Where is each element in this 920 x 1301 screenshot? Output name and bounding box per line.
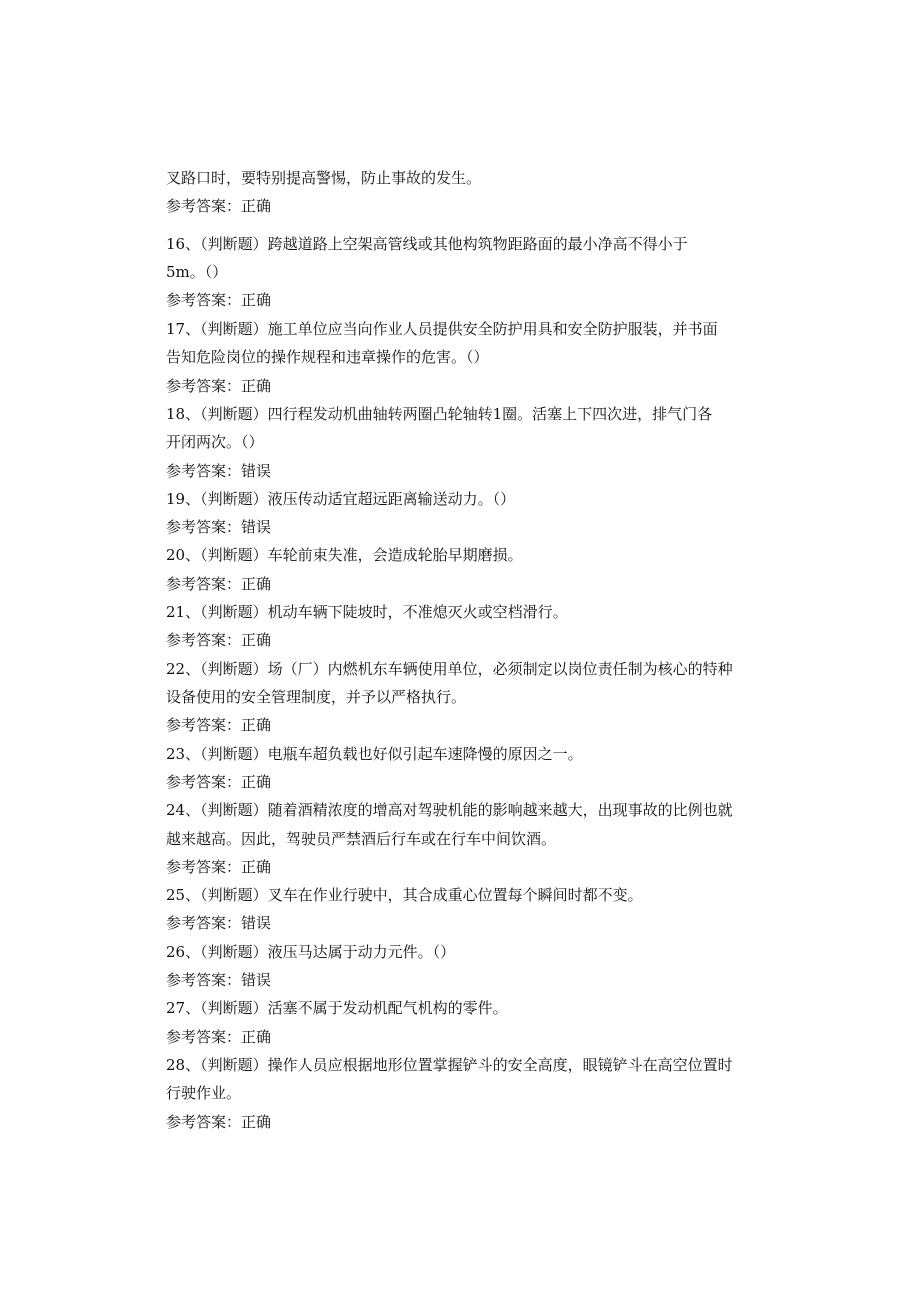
question-continuation-text: 叉路口时，要特别提高警惕，防止事故的发生。 [166,169,482,187]
answer-line: 参考答案：错误 [166,971,272,989]
question-line: 告知危险岗位的操作规程和违章操作的危害。（） [166,348,489,366]
question-line: 21、（判断题）机动车辆下陡坡时，不准熄灭火或空档滑行。 [166,603,568,621]
question-line: 设备使用的安全管理制度，并予以严格执行。 [166,688,467,706]
question-line: 开闭两次。（） [166,433,264,451]
answer-line: 参考答案：正确 [166,631,272,649]
document-page [166,0,756,1301]
question-line: 22、（判断题）场（厂）内燃机东车辆使用单位，必须制定以岗位责任制为核心的特种 [166,660,733,678]
answer-line: 参考答案：正确 [166,575,272,593]
answer-line: 参考答案：正确 [166,197,272,215]
answer-line: 参考答案：错误 [166,914,272,932]
question-line: 越来越高。因此，驾驶员严禁酒后行车或在行车中间饮酒。 [166,830,557,848]
answer-line: 参考答案：错误 [166,462,272,480]
question-line: 24、（判断题）随着酒精浓度的增高对驾驶机能的影响越来越大，出现事故的比例也就 [166,801,733,819]
question-line: 5m。（） [166,263,228,281]
question-line: 25、（判断题）叉车在作业行驶中，其合成重心位置每个瞬间时都不变。 [166,886,643,904]
question-line: 27、（判断题）活塞不属于发动机配气机构的零件。 [166,999,508,1017]
question-line: 行驶作业。 [166,1084,242,1102]
answer-line: 参考答案：正确 [166,1028,272,1046]
answer-line: 参考答案：正确 [166,773,272,791]
question-line: 17、（判断题）施工单位应当向作业人员提供安全防护用具和安全防护服装，并书面 [166,320,718,338]
question-line: 23、（判断题）电瓶车超负载也好似引起车速降慢的原因之一。 [166,745,583,763]
question-line: 28、（判断题）操作人员应根据地形位置掌握铲斗的安全高度，眼镜铲斗在高空位置时 [166,1056,733,1074]
question-line: 26、（判断题）液压马达属于动力元件。（） [166,943,456,961]
question-line: 18、（判断题）四行程发动机曲轴转两圈凸轮轴转1圈。活塞上下四次进，排气门各 [166,405,713,423]
answer-line: 参考答案：错误 [166,518,272,536]
answer-line: 参考答案：正确 [166,291,272,309]
answer-line: 参考答案：正确 [166,858,272,876]
question-line: 19、（判断题）液压传动适宜超远距离输送动力。（） [166,490,516,508]
answer-line: 参考答案：正确 [166,1113,272,1131]
question-line: 20、（判断题）车轮前束失准，会造成轮胎早期磨损。 [166,546,523,564]
question-line: 16、（判断题）跨越道路上空架高管线或其他构筑物距路面的最小净高不得小于 [166,235,688,253]
answer-line: 参考答案：正确 [166,716,272,734]
answer-line: 参考答案：正确 [166,377,272,395]
